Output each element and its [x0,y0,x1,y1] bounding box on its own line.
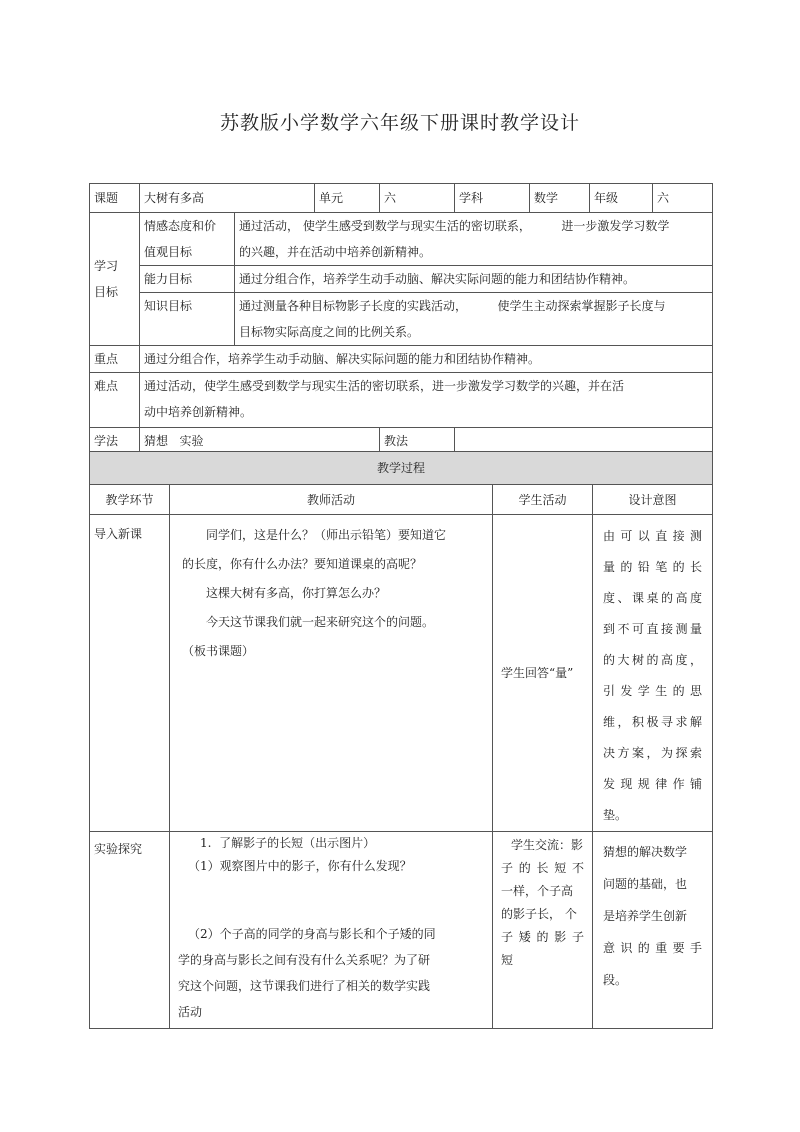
ability-objective-text: 通过分组合作，培养学生动手动脑、解决实际问题的能力和团结协作精神。 [235,266,713,293]
objectives-label-line: 目标 [94,285,119,299]
objectives-label [90,213,140,346]
subject-value: 数学 [530,184,590,213]
unit-value: 六 [380,184,455,213]
lesson-info-table [89,183,713,455]
intent-line: 到不可直接测量 [603,622,703,636]
intent-line: 是培养学生创新 [603,909,688,923]
col-teacher-header: 教师活动 [170,485,493,515]
teacher-line: 这棵大树有多高，你打算怎么办？ [206,586,387,600]
ability-objective-label: 能力目标 [140,266,235,293]
teacher-activity-cell [170,832,493,1029]
student-line: 短 [501,953,514,967]
intent-line: 量的铅笔的长 [603,560,703,574]
emotion-text-line: 的兴趣，并在活动中培养创新精神。 [239,245,432,259]
teacher-line: 的长度，你有什么办法？要知道课桌的高呢？ [182,557,423,571]
objectives-label-line: 学习 [94,259,119,273]
key-points-text: 通过分组合作，培养学生动手动脑、解决实际问题的能力和团结协作精神。 [140,346,713,373]
teaching-process-table [89,451,713,1029]
table-row [90,832,713,1029]
teacher-line: 1. 了解影子的长短（出示图片） [200,836,376,850]
intent-line: 由可以直接测 [603,529,703,543]
stage-cell [90,832,170,1029]
document-title: 苏教版小学数学六年级下册课时教学设计 [219,112,580,134]
intent-line: 发现规律作铺 [603,777,703,791]
process-title: 教学过程 [90,452,713,485]
unit-label: 单元 [315,184,380,213]
intent-line: 度、课桌的高度 [603,591,703,605]
teach-method-label: 教法 [380,428,455,455]
intent-line: 猜想的解决数学 [603,845,688,859]
student-line: 子矮的影子 [501,930,584,944]
subject-label: 学科 [455,184,530,213]
key-points-label: 重点 [90,346,140,373]
lesson-label: 课题 [90,184,140,213]
intent-line: 维，积极寻求解 [603,715,703,729]
student-line: 学生交流：影 [511,838,584,852]
intent-line: 问题的基础，也 [603,877,688,891]
student-activity-cell [493,515,593,832]
intent-line: 意识的重要手 [603,941,703,955]
grade-value: 六 [653,184,713,213]
teacher-activity-cell [170,515,493,832]
intent-cell [593,515,713,832]
teacher-line: 同学们，这是什么？（师出示铅笔）要知道它 [206,528,447,542]
intent-line: 垫。 [603,808,628,822]
teacher-line: 今天这节课我们就一起来研究这个的问题。 [206,615,435,629]
knowledge-text-line: 通过测量各种目标物影子长度的实践活动， 使学生主动探索掌握影子长度与 [239,299,666,313]
teacher-line: （1）观察图片中的影子，你有什么发现？ [188,859,412,873]
emotion-label-line: 值观目标 [144,245,193,259]
stage-cell [90,515,170,832]
student-activity-cell [493,832,593,1029]
student-line: 学生回答“量” [501,666,574,680]
study-method-label: 学法 [90,428,140,455]
student-line: 的影子长， 个 [501,907,577,921]
col-stage-header: 教学环节 [90,485,170,515]
difficulties-text [140,373,713,428]
knowledge-objective-text [235,293,713,346]
teacher-line: （2）个子高的同学的身高与影长和个子矮的同 [188,927,436,941]
intent-cell [593,832,713,1029]
intent-line: 段。 [603,973,628,987]
student-line: 一样，个子高 [501,884,574,898]
col-intent-header: 设计意图 [593,485,713,515]
difficulties-line: 动中培养创新精神。 [144,405,253,419]
teacher-line: 活动 [178,1005,203,1019]
grade-label: 年级 [590,184,653,213]
table-row [90,515,713,832]
emotion-text-line: 通过活动， 使学生感受到数学与现实生活的密切联系， 进一步激发学习数学 [239,219,670,233]
emotion-objective-label [140,213,235,266]
lesson-value: 大树有多高 [140,184,315,213]
intent-line: 引发学生的思 [603,684,703,698]
study-method-value: 猜想 实验 [140,428,380,455]
difficulties-line: 通过活动，使学生感受到数学与现实生活的密切联系，进一步激发学习数学的兴趣，并在活 [144,379,625,393]
intent-line: 决方案，为探索 [603,746,703,760]
intent-line: 的大树的高度， [603,653,703,667]
difficulties-label: 难点 [90,373,140,428]
emotion-label-line: 情感态度和价 [144,219,217,233]
knowledge-text-line: 目标物实际高度之间的比例关系。 [239,325,420,339]
student-line: 子的长短不 [501,861,584,875]
teacher-line: （板书课题） [182,644,255,658]
teacher-line: 学的身高与影长之间有没有什么关系呢？为了研 [178,953,431,967]
knowledge-objective-label: 知识目标 [140,293,235,346]
teacher-line: 究这个问题，这节课我们进行了相关的数学实践 [178,979,431,993]
stage-name: 导入新课 [94,527,143,541]
col-student-header: 学生活动 [493,485,593,515]
stage-name: 实验探究 [94,842,143,856]
emotion-objective-text [235,213,713,266]
